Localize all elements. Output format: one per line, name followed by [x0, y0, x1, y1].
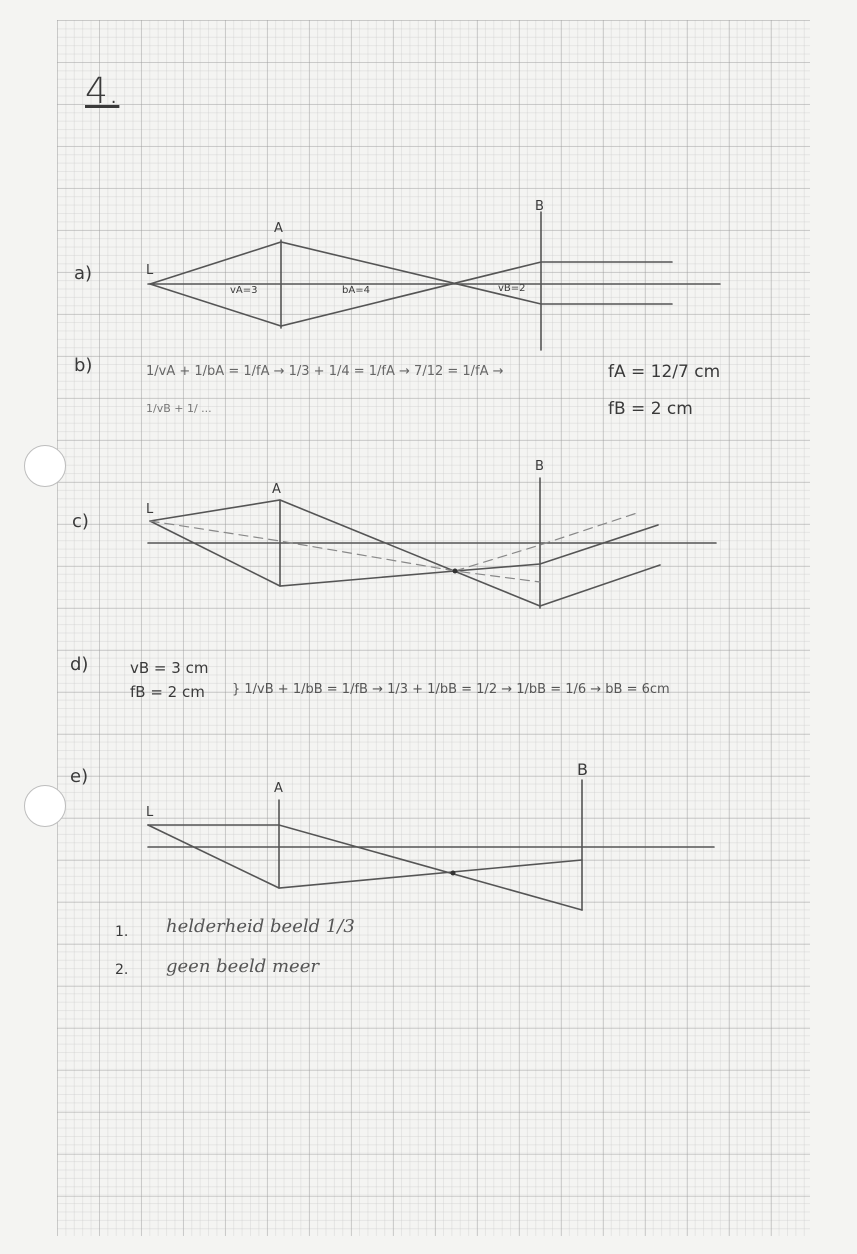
part-d-given-vB: vB = 3 cm [130, 659, 209, 677]
part-e-lens-B: B [577, 760, 588, 779]
diagram-a [148, 212, 720, 350]
part-e-lens-L: L [146, 805, 154, 820]
part-a-vB: vB=2 [498, 283, 526, 294]
part-c-lens-B: B [535, 459, 544, 474]
part-b-result-fB: fB = 2 cm [608, 399, 693, 419]
part-c-lens-L: L [146, 502, 154, 517]
part-d-given-fB: fB = 2 cm [130, 683, 205, 701]
diagram-c-ray-1 [150, 500, 660, 606]
diagram-c-focal-point [453, 569, 458, 574]
diagram-e-ray-1 [148, 825, 582, 910]
part-e-lens-A: A [274, 781, 283, 796]
part-a-lens-L: L [146, 263, 154, 278]
part-b-equation-1: 1/vA + 1/bA = 1/fA → 1/3 + 1/4 = 1/fA → 7/12 = 1/fA → [146, 364, 504, 379]
diagram-e [148, 780, 714, 910]
part-d-equation: } 1/vB + 1/bB = 1/fB → 1/3 + 1/bB = 1/2 → 1/bB = 1/6 → bB = 6cm [232, 682, 670, 697]
answer-2-text: geen beeld meer [166, 956, 319, 977]
part-d-label: d) [70, 654, 89, 675]
part-b-result-fA: fA = 12/7 cm [608, 362, 721, 382]
part-c-lens-A: A [272, 482, 281, 497]
diagram-c-ray-2 [150, 521, 658, 586]
part-a-vA: vA=3 [230, 285, 258, 296]
part-c-label: c) [72, 511, 89, 532]
answer-1-number: 1. [115, 924, 129, 940]
part-a-bA: bA=4 [342, 285, 370, 296]
part-a-label: a) [74, 263, 93, 284]
answer-1-text: helderheid beeld 1/3 [166, 916, 355, 937]
part-e-label: e) [70, 766, 89, 787]
diagram-a-ray-2 [150, 262, 672, 326]
part-a-lens-A: A [274, 221, 283, 236]
part-a-lens-B: B [535, 199, 544, 214]
diagram-e-focal-point [451, 871, 456, 876]
answer-2-number: 2. [115, 962, 129, 978]
part-b-equation-2: 1/vB + 1/ ... [146, 402, 212, 415]
part-b-label: b) [74, 355, 93, 376]
problem-number: 4. [85, 71, 120, 112]
diagram-c [148, 478, 716, 608]
diagram-c-dashed-ray-1 [150, 521, 540, 582]
diagram-e-ray-2 [148, 825, 582, 888]
